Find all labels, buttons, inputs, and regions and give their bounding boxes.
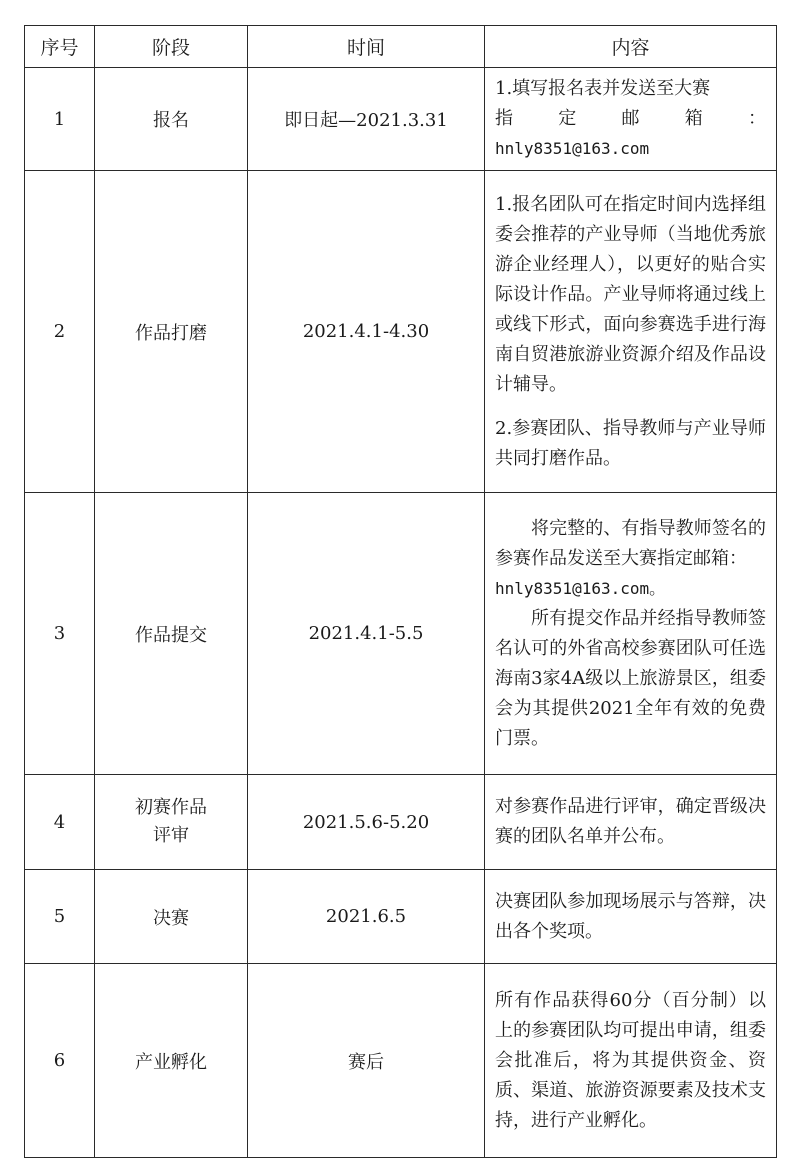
row-time: 2021.4.1-4.30 — [248, 171, 485, 493]
content-paragraph: 将完整的、有指导教师签名的参赛作品发送至大赛指定邮箱： — [495, 517, 766, 569]
spread-char: 邮 — [621, 108, 640, 129]
row-index: 2 — [25, 171, 95, 493]
row-time: 即日起—2021.3.31 — [248, 68, 485, 171]
row-stage: 产业孵化 — [95, 964, 248, 1158]
header-content: 内容 — [485, 26, 777, 68]
row-index: 5 — [25, 870, 95, 964]
header-index: 序号 — [25, 26, 95, 68]
stage-line: 初赛作品 — [135, 797, 207, 818]
spread-char: 指 — [495, 108, 513, 129]
row-content — [485, 964, 777, 1158]
content-paragraph: 所有作品获得60分（百分制）以上的参赛团队均可提出申请，组委会批准后，将为其提供资金、资质、渠道、旅游资源要素及技术支持，进行产业孵化。 — [495, 989, 766, 1131]
row-index: 6 — [25, 964, 95, 1158]
table-row — [25, 870, 777, 964]
row-time: 2021.6.5 — [248, 870, 485, 964]
content-paragraph: 1.报名团队可在指定时间内选择组委会推荐的产业导师（当地优秀旅游企业经理人），以更好的贴合实际设计作品。产业导师将通过线上或线下形式，面向参赛选手进行海南自贸港旅游业资源介绍及作品设计辅导。 — [495, 193, 766, 395]
table-row — [25, 68, 777, 171]
content-paragraph: 对参赛作品进行评审，确定晋级决赛的团队名单并公布。 — [495, 796, 766, 847]
content-paragraph: 2.参赛团队、指导教师与产业导师共同打磨作品。 — [495, 417, 766, 469]
table-row — [25, 964, 777, 1158]
stage-line: 评审 — [153, 825, 189, 846]
row-content — [485, 68, 777, 171]
row-index: 3 — [25, 493, 95, 775]
row-content — [485, 171, 777, 493]
spread-char: 箱 — [684, 108, 703, 129]
table-row — [25, 171, 777, 493]
row-time: 2021.4.1-5.5 — [248, 493, 485, 775]
content-paragraph: 所有提交作品并经指导教师签名认可的外省高校参赛团队可任选海南3家4A级以上旅游景区，组委会为其提供2021全年有效的免费门票。 — [495, 607, 766, 749]
table-header-row — [25, 26, 777, 68]
content-line: 1.填写报名表并发送至大赛 — [495, 78, 711, 99]
row-stage: 报名 — [95, 68, 248, 171]
row-index: 4 — [25, 775, 95, 870]
content-line-spread — [495, 104, 766, 134]
row-index: 1 — [25, 68, 95, 171]
table-row — [25, 775, 777, 870]
email-text: hnly8351@163.com。 — [495, 578, 666, 598]
row-content — [485, 870, 777, 964]
spread-char: ： — [748, 108, 766, 129]
row-time: 赛后 — [248, 964, 485, 1158]
content-paragraph: 决赛团队参加现场展示与答辩，决出各个奖项。 — [495, 890, 766, 942]
schedule-table — [24, 25, 777, 1158]
email-text: hnly8351@163.com — [495, 139, 650, 158]
row-stage: 作品打磨 — [95, 171, 248, 493]
row-stage: 决赛 — [95, 870, 248, 964]
header-stage: 阶段 — [95, 26, 248, 68]
row-stage — [95, 775, 248, 870]
row-time: 2021.5.6-5.20 — [248, 775, 485, 870]
spread-char: 定 — [558, 108, 577, 129]
row-content — [485, 493, 777, 775]
row-content — [485, 775, 777, 870]
header-time: 时间 — [248, 26, 485, 68]
row-stage: 作品提交 — [95, 493, 248, 775]
table-row — [25, 493, 777, 775]
